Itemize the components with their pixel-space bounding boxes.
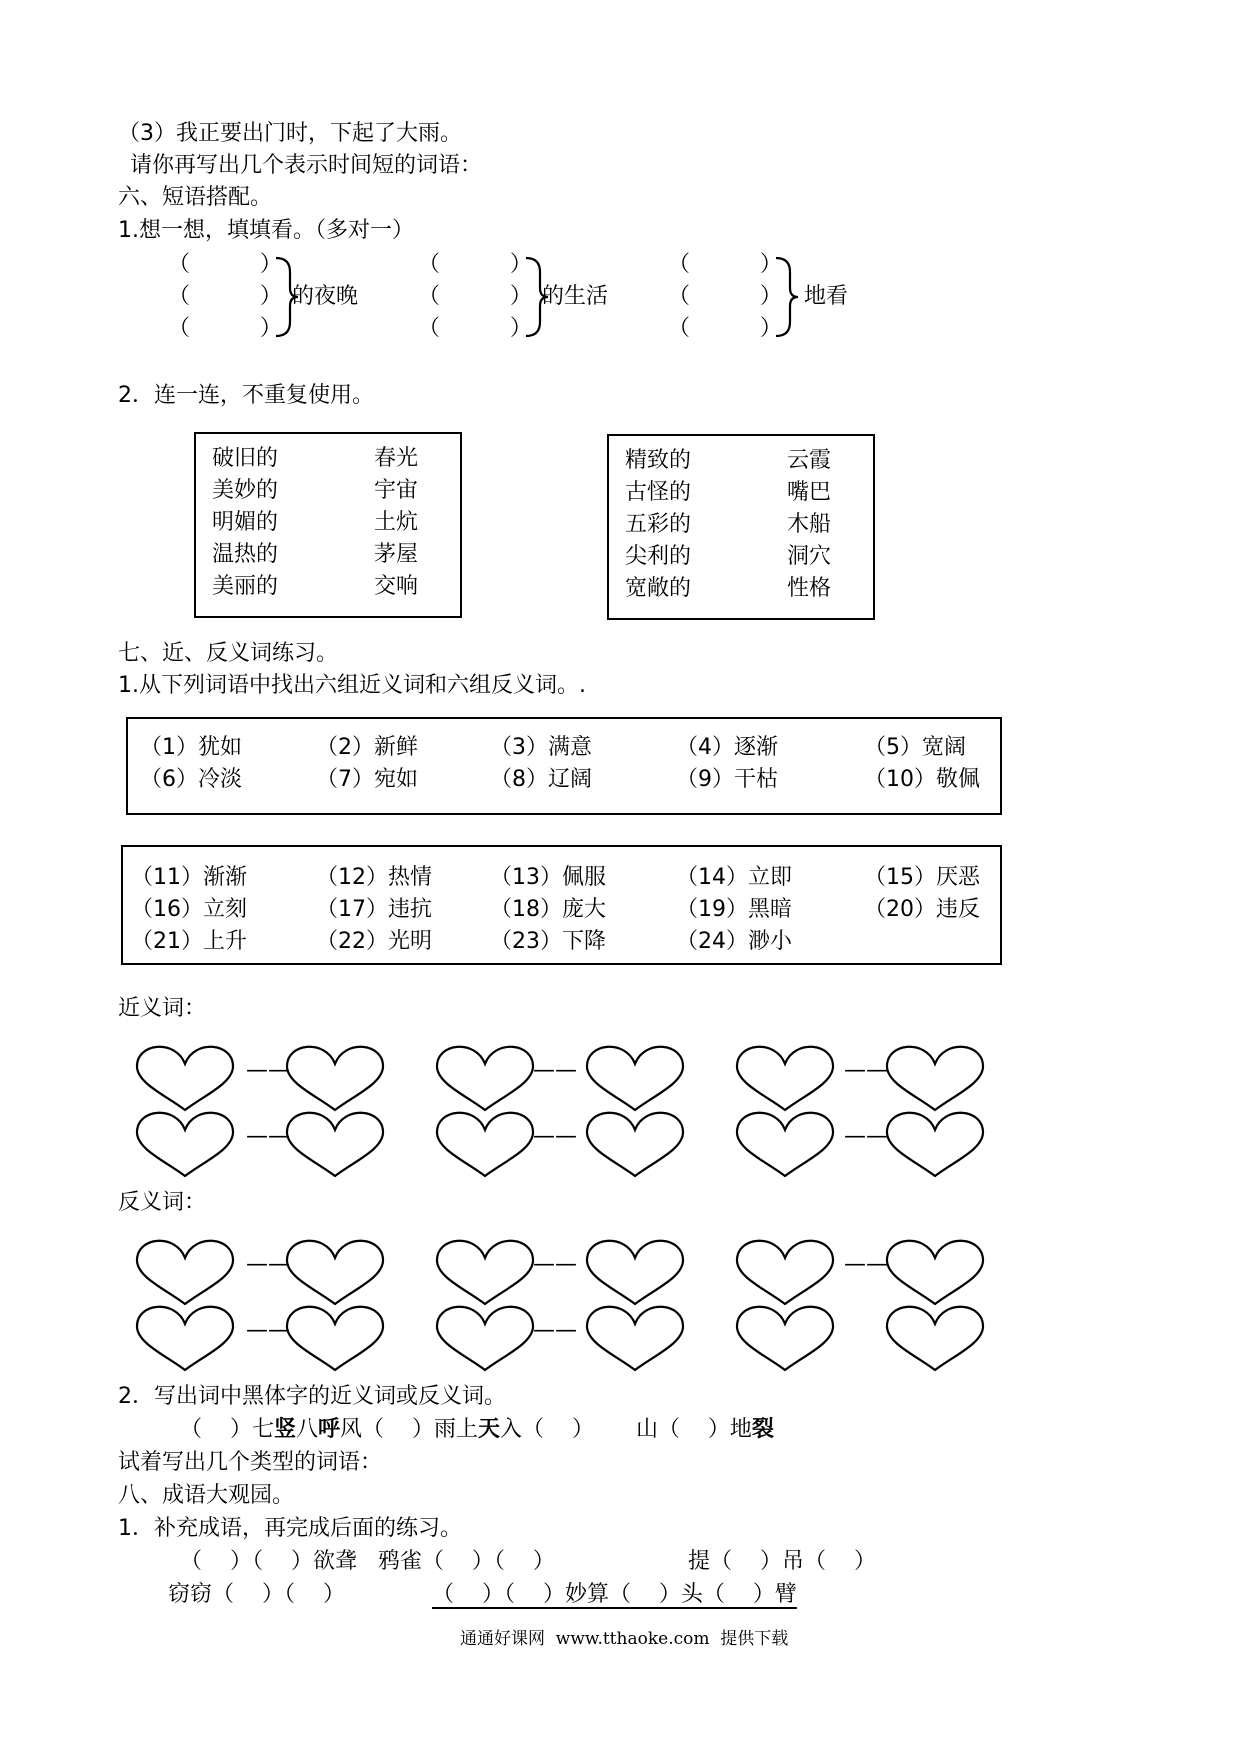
- idiom-text: 风（ ）雨上: [340, 1417, 479, 1442]
- dash: ——: [246, 1318, 290, 1343]
- word-item[interactable]: （2）新鲜: [316, 735, 418, 760]
- blank-paren[interactable]: （ ）: [418, 284, 532, 309]
- heart-blank[interactable]: [437, 1241, 533, 1304]
- heart-blank[interactable]: [137, 1047, 233, 1110]
- word-item[interactable]: （5）宽阔: [864, 735, 966, 760]
- blank-paren[interactable]: （ ）: [168, 252, 282, 277]
- heart-blank[interactable]: [887, 1047, 983, 1110]
- word-item[interactable]: （3）满意: [490, 735, 592, 760]
- dash: ——: [844, 1124, 888, 1149]
- chengyu-row-2a[interactable]: 窃窃（ ）（ ）: [168, 1582, 345, 1607]
- section-7-q1: 1.从下列词语中找出六组近义词和六组反义词。.: [118, 673, 586, 698]
- dash: ——: [533, 1318, 577, 1343]
- heart-blank[interactable]: [587, 1047, 683, 1110]
- footer-source: 通通好课网 www.tthaoke.com 提供下载: [460, 1629, 789, 1649]
- heart-blank[interactable]: [587, 1307, 683, 1370]
- word-item[interactable]: （23）下降: [490, 929, 606, 954]
- heart-blank[interactable]: [587, 1241, 683, 1304]
- heart-blank[interactable]: [887, 1307, 983, 1370]
- match-word[interactable]: 尖利的: [625, 544, 692, 569]
- bold-char: 呼: [318, 1417, 341, 1442]
- heart-blank[interactable]: [437, 1307, 533, 1370]
- dash: ——: [246, 1252, 290, 1277]
- bold-char: 天: [478, 1417, 501, 1442]
- word-item[interactable]: （17）违抗: [316, 897, 432, 922]
- match-word[interactable]: 宽敞的: [625, 576, 692, 601]
- word-item[interactable]: （24）渺小: [676, 929, 792, 954]
- heart-blank[interactable]: [287, 1241, 383, 1304]
- blank-paren[interactable]: （ ）: [418, 252, 532, 277]
- word-item[interactable]: （6）冷淡: [140, 767, 242, 792]
- match-word[interactable]: 破旧的: [212, 446, 279, 471]
- heart-blank[interactable]: [737, 1047, 833, 1110]
- heart-blank[interactable]: [737, 1307, 833, 1370]
- heart-blank[interactable]: [287, 1113, 383, 1176]
- blank-paren[interactable]: （ ）: [668, 284, 782, 309]
- word-item[interactable]: （15）厌恶: [864, 865, 980, 890]
- match-word[interactable]: 宇宙: [374, 478, 419, 503]
- word-item[interactable]: （19）黑暗: [676, 897, 792, 922]
- match-word[interactable]: 云霞: [787, 448, 832, 473]
- section-7-title: 七、近、反义词练习。: [118, 641, 339, 666]
- word-item[interactable]: （11）渐渐: [131, 865, 247, 890]
- heart-blank[interactable]: [137, 1113, 233, 1176]
- section-6-q1: 1.想一想，填填看。（多对一）: [118, 218, 414, 243]
- match-word[interactable]: 嘴巴: [787, 480, 832, 505]
- item-3-sentence: （3）我正要出门时，下起了大雨。: [118, 121, 462, 146]
- match-word[interactable]: 美丽的: [212, 574, 279, 599]
- heart-blank[interactable]: [287, 1307, 383, 1370]
- word-item[interactable]: （10）敬佩: [864, 767, 980, 792]
- idiom-text: （ ）七: [180, 1417, 274, 1442]
- match-word[interactable]: 五彩的: [625, 512, 692, 537]
- blank-paren[interactable]: （ ）: [168, 316, 282, 341]
- word-item[interactable]: （22）光明: [316, 929, 432, 954]
- idiom-text: 入（ ） 山（ ）地: [500, 1417, 752, 1442]
- dash: ——: [844, 1058, 888, 1083]
- match-word[interactable]: 古怪的: [625, 480, 692, 505]
- match-word[interactable]: 明媚的: [212, 510, 279, 535]
- chengyu-row-2b[interactable]: （ ）（ ）妙算（ ）头（ ）臂: [432, 1582, 797, 1607]
- heart-blank[interactable]: [437, 1047, 533, 1110]
- word-item[interactable]: （12）热情: [316, 865, 432, 890]
- match-word[interactable]: 木船: [787, 512, 832, 537]
- blank-paren[interactable]: （ ）: [168, 284, 282, 309]
- phrase-de-shenghuo: 的生活: [542, 284, 609, 309]
- section-6-title: 六、短语搭配。: [118, 185, 273, 210]
- phrase-di-kan: 地看: [804, 284, 849, 309]
- word-item[interactable]: （1）犹如: [140, 735, 242, 760]
- heart-blank[interactable]: [737, 1113, 833, 1176]
- dash: ——: [533, 1124, 577, 1149]
- heart-blank[interactable]: [437, 1113, 533, 1176]
- section-8-title: 八、成语大观园。: [118, 1483, 295, 1508]
- try-write-words: 试着写出几个类型的词语：: [118, 1450, 383, 1475]
- curly-brace: [776, 258, 798, 336]
- idiom-line: [180, 1417, 774, 1443]
- match-word[interactable]: 美妙的: [212, 478, 279, 503]
- heart-blank[interactable]: [287, 1047, 383, 1110]
- curly-braces: [276, 258, 798, 336]
- heart-blank[interactable]: [887, 1113, 983, 1176]
- blank-paren[interactable]: （ ）: [418, 316, 532, 341]
- heart-blank[interactable]: [737, 1241, 833, 1304]
- section-8-q1: 1．补充成语，再完成后面的练习。: [118, 1516, 462, 1541]
- word-item[interactable]: （9）干枯: [676, 767, 778, 792]
- antonyms-label: 反义词：: [118, 1190, 207, 1215]
- heart-blank[interactable]: [587, 1113, 683, 1176]
- dash: ——: [533, 1252, 577, 1277]
- phrase-de-yewan: 的夜晚: [292, 284, 359, 309]
- synonyms-label: 近义词：: [118, 996, 207, 1021]
- blank-paren[interactable]: （ ）: [668, 252, 782, 277]
- match-word[interactable]: 性格: [787, 576, 832, 601]
- match-word[interactable]: 茅屋: [374, 542, 419, 567]
- dash: ——: [533, 1058, 577, 1083]
- blank-paren[interactable]: （ ）: [668, 316, 782, 341]
- chengyu-row-1b[interactable]: 提（ ）吊（ ）: [688, 1549, 876, 1574]
- dash: ——: [844, 1252, 888, 1277]
- match-word[interactable]: 精致的: [625, 448, 692, 473]
- dash: ——: [246, 1124, 290, 1149]
- curly-brace: [276, 258, 298, 336]
- word-item[interactable]: （4）逐渐: [676, 735, 778, 760]
- match-word[interactable]: 春光: [374, 446, 419, 471]
- match-word[interactable]: 温热的: [212, 542, 279, 567]
- word-item[interactable]: （13）佩服: [490, 865, 606, 890]
- idiom-text: 八: [296, 1417, 319, 1442]
- word-item[interactable]: （18）庞大: [490, 897, 606, 922]
- match-word[interactable]: 土炕: [374, 510, 419, 535]
- curly-brace: [526, 258, 548, 336]
- word-item[interactable]: （21）上升: [131, 929, 247, 954]
- match-word[interactable]: 洞穴: [787, 544, 832, 569]
- section-7-q2: 2．写出词中黑体字的近义词或反义词。: [118, 1384, 506, 1409]
- heart-blank[interactable]: [887, 1241, 983, 1304]
- chengyu-row-1a[interactable]: （ ）（ ）欲聋 鸦雀（ ）（ ）: [180, 1549, 555, 1574]
- word-item[interactable]: （7）宛如: [316, 767, 418, 792]
- section-6-q2: 2．连一连，不重复使用。: [118, 383, 374, 408]
- match-word[interactable]: 交响: [374, 574, 419, 599]
- heart-blank[interactable]: [137, 1241, 233, 1304]
- bold-char: 竖: [273, 1417, 296, 1442]
- word-item[interactable]: （20）违反: [864, 897, 980, 922]
- word-item[interactable]: （14）立即: [676, 865, 792, 890]
- heart-blank[interactable]: [137, 1307, 233, 1370]
- bold-char: 裂: [751, 1417, 774, 1442]
- word-item[interactable]: （8）辽阔: [490, 767, 592, 792]
- write-short-time-words: 请你再写出几个表示时间短的词语：: [130, 153, 483, 178]
- word-item[interactable]: （16）立刻: [131, 897, 247, 922]
- dash: ——: [246, 1058, 290, 1083]
